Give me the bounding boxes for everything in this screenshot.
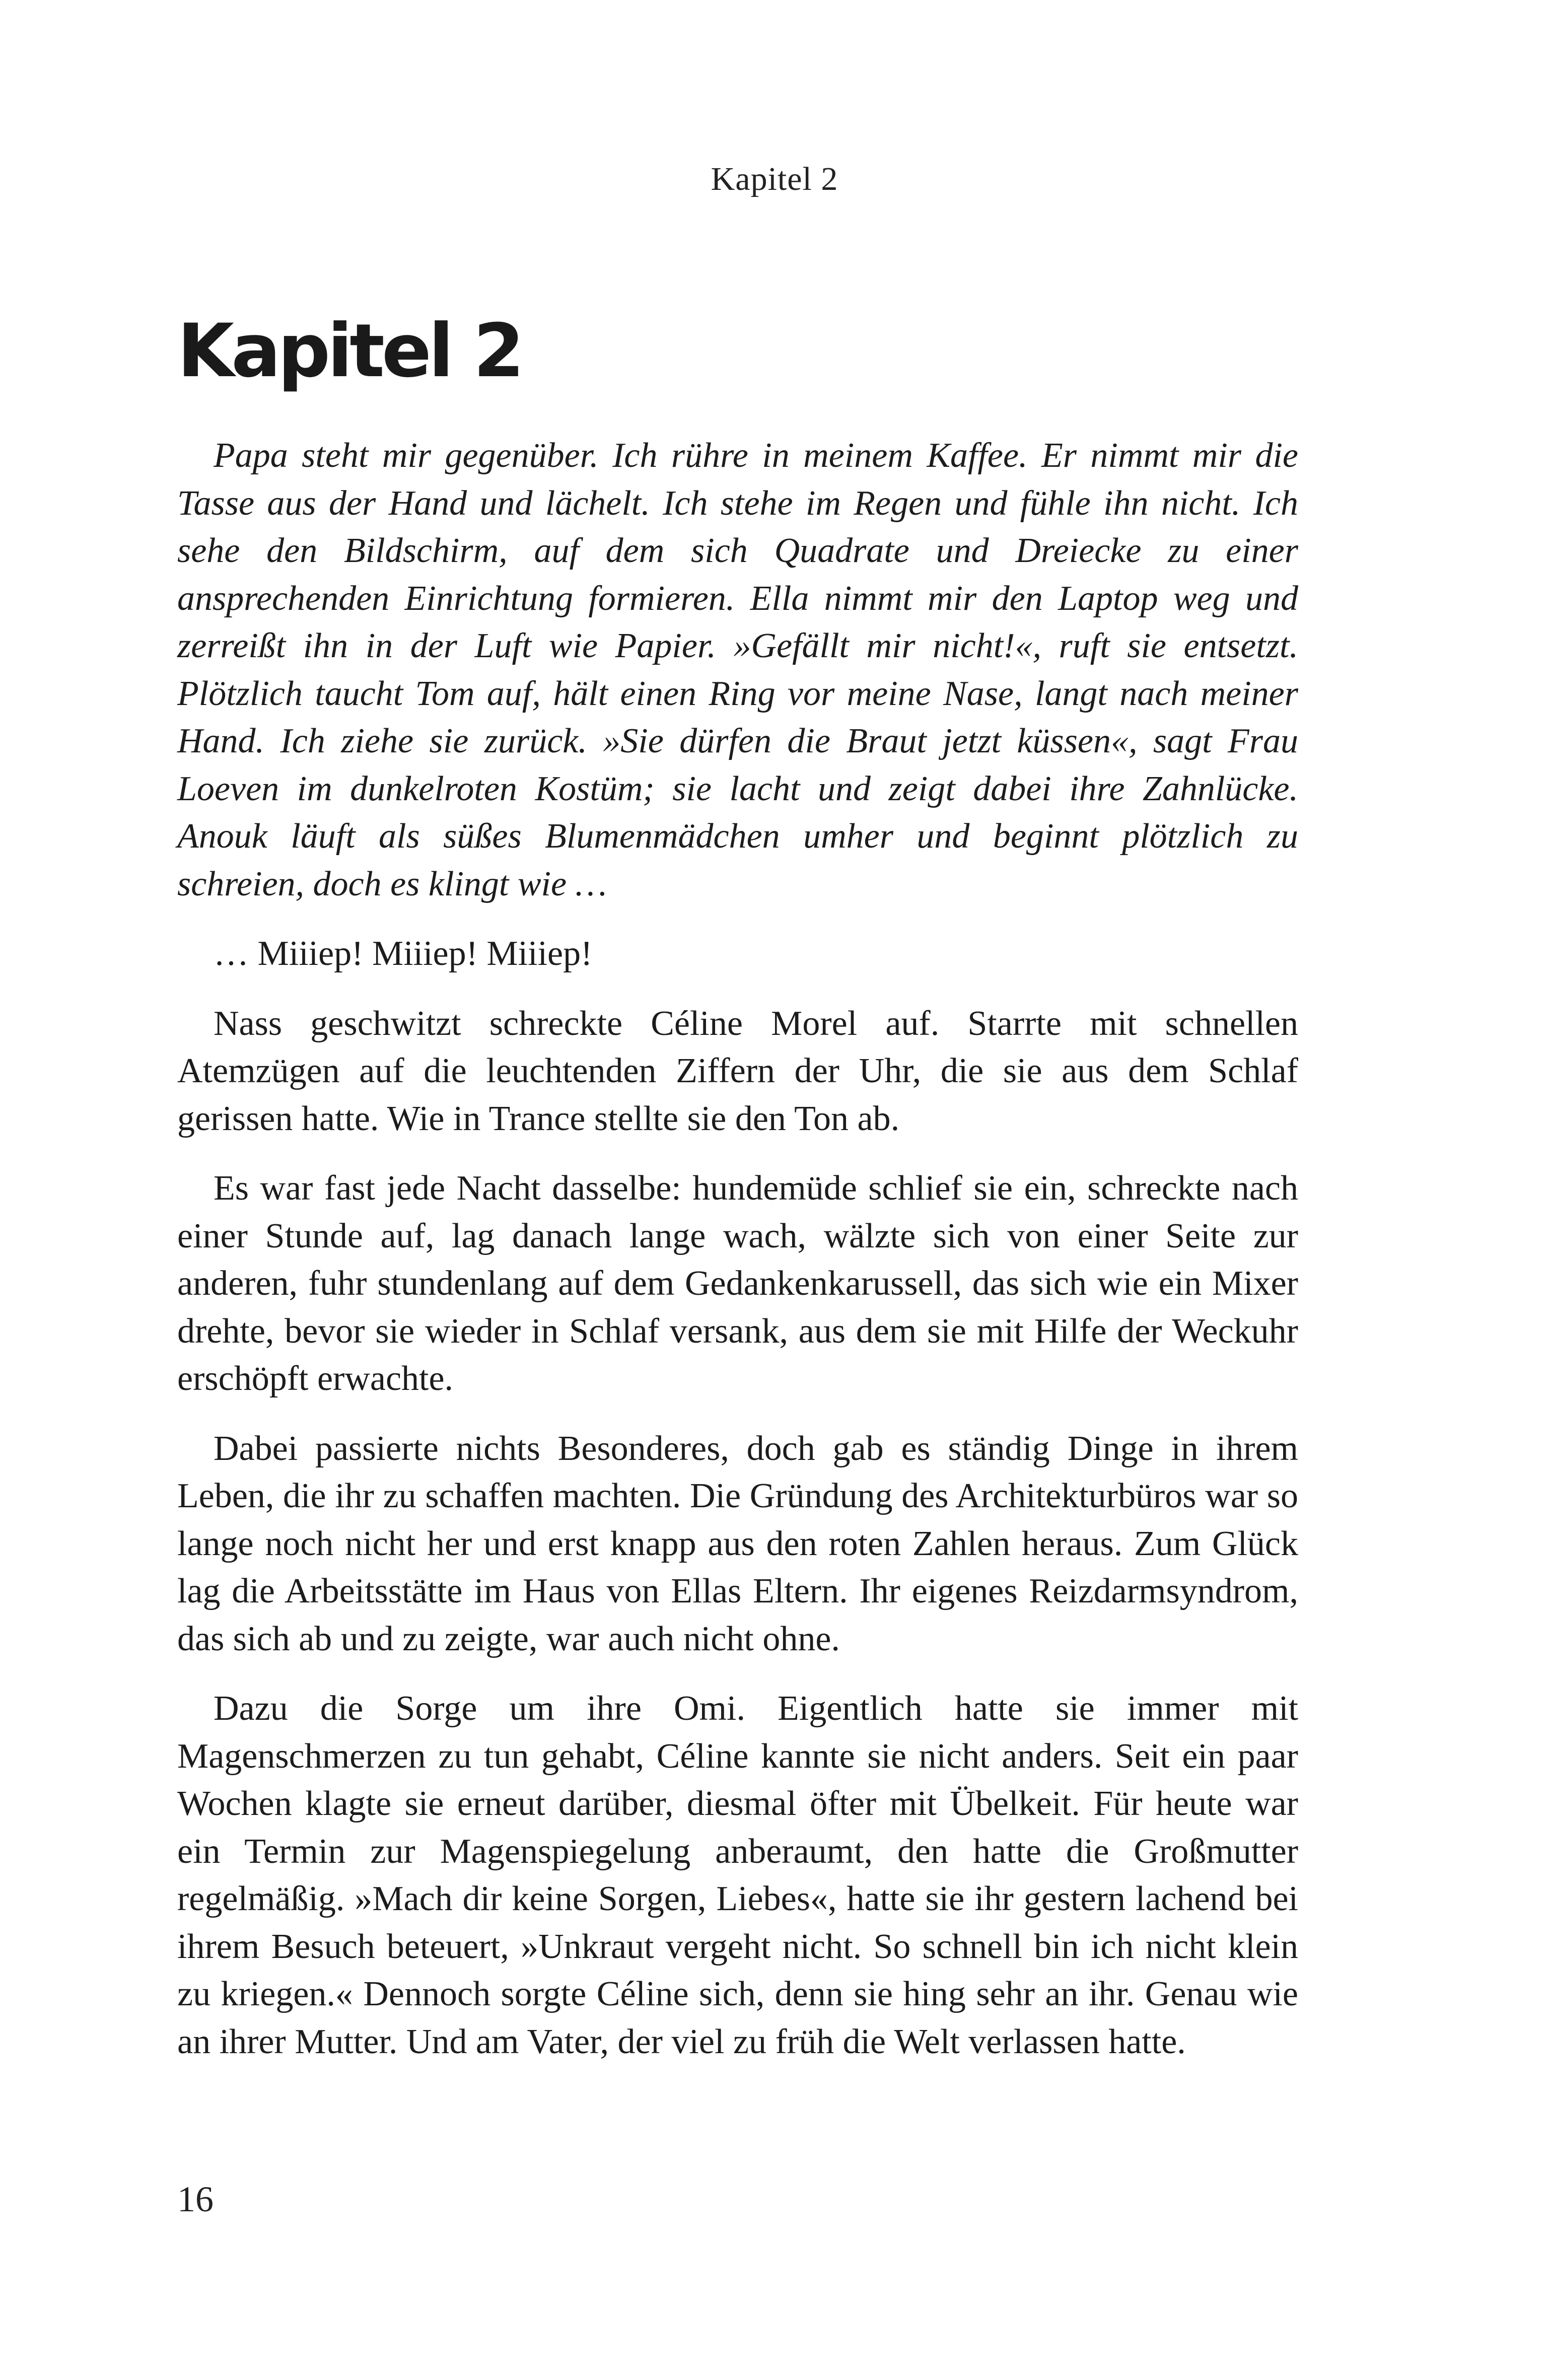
page-number: 16 <box>177 2179 214 2219</box>
running-header: Kapitel 2 <box>711 161 838 197</box>
alarm-paragraph: … Miiiep! Miiiep! Miiiep! <box>214 934 593 973</box>
body-paragraph: Es war fast jede Nacht dasselbe: hundemüde schlief sie ein, schreckte nach einer Stunde auf, lag danach lange wach, wälzte sich von einer Seite zur anderen, fuhr stundenlang auf dem Gedankenkarussell, das sich wie ein Mixer drehte, bevor sie wieder in Schlaf versank, aus dem sie mit Hilfe der Weckuhr erschöpft erwachte. <box>177 1169 1298 1398</box>
body-paragraph: Dazu die Sorge um ihre Omi. Eigentlich hatte sie immer mit Magenschmerzen zu tun gehabt, Céline kannte sie nicht anders. Seit ein paar Wochen klagte sie erneut darüber, diesmal öfter mit Übelkeit. Für heute war ein Termin zur Magenspiegelung anberaumt, den hatte die Großmutter regelmäßig. »Mach dir keine Sorgen, Liebes«, hatte sie ihr gestern lachend bei ihrem Besuch beteuert, »Unkraut vergeht nicht. So schnell bin ich nicht klein zu kriegen.« Dennoch sorgte Céline sich, denn sie hing sehr an ihr. Genau wie an ihrer Mutter. Und am Vater, der viel zu früh die Welt verlassen hatte. <box>177 1689 1298 2061</box>
chapter-title: Kapitel 2 <box>177 308 522 394</box>
chapter-body <box>177 432 1298 2088</box>
body-paragraph: Dabei passierte nichts Besonderes, doch gab es ständig Dinge in ihrem Leben, die ihr zu schaffen machten. Die Gründung des Architekturbüros war so lange noch nicht her und erst knapp aus den roten Zahlen heraus. Zum Glück lag die Arbeitsstätte im Haus von Ellas Eltern. Ihr eigenes Reizdarmsyndrom, das sich ab und zu zeigte, war auch nicht ohne. <box>177 1429 1298 1658</box>
dream-paragraph: Papa steht mir gegenüber. Ich rühre in meinem Kaffee. Er nimmt mir die Tasse aus der Hand und lächelt. Ich stehe im Regen und fühle ihn nicht. Ich sehe den Bildschirm, auf dem sich Quadrate und Dreiecke zu einer ansprechenden Einrichtung formieren. Ella nimmt mir den Laptop weg und zerreißt ihn in der Luft wie Papier. »Gefällt mir nicht!«, ruft sie entsetzt. Plötzlich taucht Tom auf, hält einen Ring vor meine Nase, langt nach meiner Hand. Ich ziehe sie zurück. »Sie dürfen die Braut jetzt küssen«, sagt Frau Loeven im dunkelroten Kostüm; sie lacht und zeigt dabei ihre Zahnlücke. Anouk läuft als süßes Blumenmädchen umher und beginnt plötzlich zu schreien, doch es klingt wie … <box>177 436 1298 903</box>
body-paragraph: Nass geschwitzt schreckte Céline Morel auf. Starrte mit schnellen Atemzügen auf die leuchtenden Ziffern der Uhr, die sie aus dem Schlaf gerissen hatte. Wie in Trance stellte sie den Ton ab. <box>177 1004 1298 1138</box>
